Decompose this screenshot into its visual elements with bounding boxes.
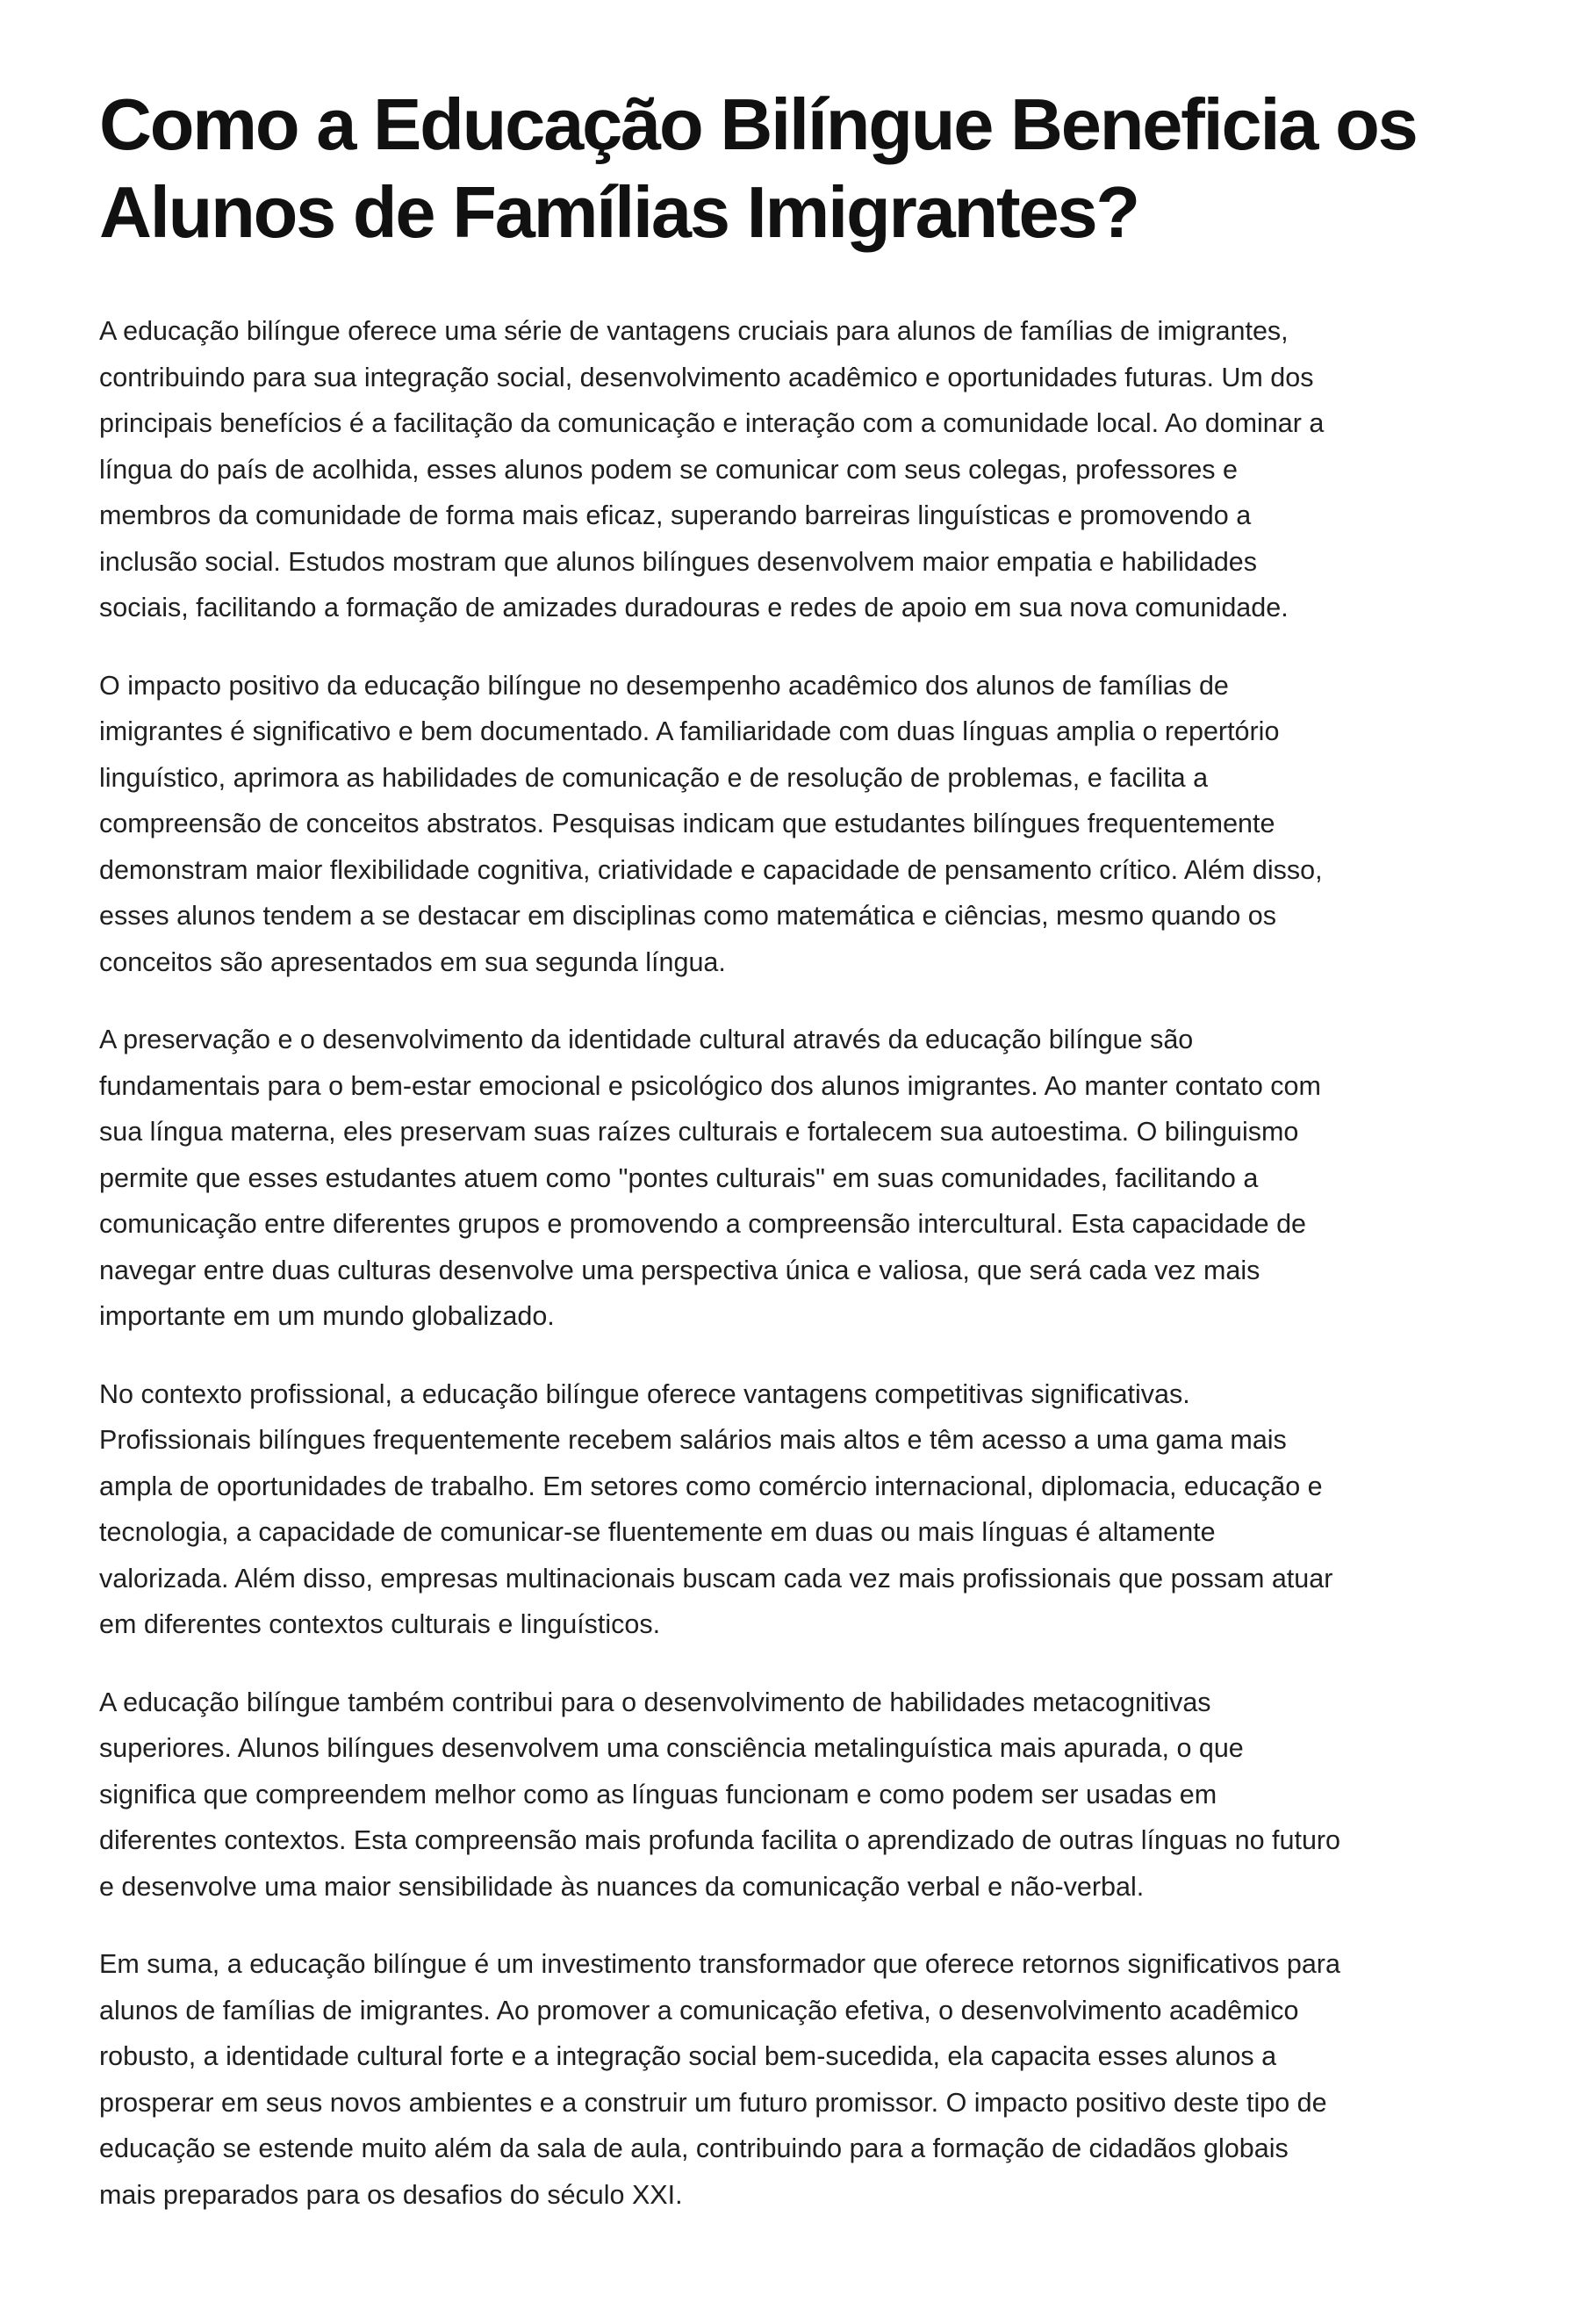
text-line: alunos de famílias de imigrantes. Ao promover a comunicação efetiva, o desenvolvimento acadêmico	[99, 1995, 1299, 2025]
text-line: educação se estende muito além da sala de aula, contribuindo para a formação de cidadãos globais	[99, 2133, 1289, 2163]
text-line: importante em um mundo globalizado.	[99, 1301, 555, 1331]
text-line: robusto, a identidade cultural forte e a integração social bem-sucedida, ela capacita esses alunos a	[99, 2041, 1277, 2071]
text-line: A educação bilíngue oferece uma série de vantagens cruciais para alunos de famílias de imigrantes,	[99, 316, 1289, 346]
article-body	[99, 308, 1469, 2218]
paragraph-professional-context	[99, 1371, 1469, 1648]
text-line: em diferentes contextos culturais e linguísticos.	[99, 1609, 661, 1639]
paragraph-social-integration	[99, 308, 1469, 631]
text-line: conceitos são apresentados em sua segunda língua.	[99, 946, 726, 977]
text-line: Profissionais bilíngues frequentemente recebem salários mais altos e têm acesso a uma gama mais	[99, 1425, 1287, 1455]
text-line: membros da comunidade de forma mais eficaz, superando barreiras linguísticas e promovendo a	[99, 500, 1252, 530]
paragraph-metacognitive-skills	[99, 1680, 1469, 1910]
text-line: Em suma, a educação bilíngue é um investimento transformador que oferece retornos significativos para	[99, 1949, 1340, 1979]
page-title	[99, 81, 1469, 256]
text-line: língua do país de acolhida, esses alunos podem se comunicar com seus colegas, professores e	[99, 454, 1238, 485]
text-line: O impacto positivo da educação bilíngue no desempenho acadêmico dos alunos de famílias de	[99, 670, 1229, 701]
title-line: Como a Educação Bilíngue Beneficia os	[99, 83, 1417, 165]
text-line: esses alunos tendem a se destacar em disciplinas como matemática e ciências, mesmo quando os	[99, 901, 1276, 931]
text-line: contribuindo para sua integração social, desenvolvimento acadêmico e oportunidades futuras. Um dos	[99, 362, 1314, 392]
title-line: Alunos de Famílias Imigrantes?	[99, 171, 1138, 253]
text-line: principais benefícios é a facilitação da comunicação e interação com a comunidade local. Ao dominar a	[99, 408, 1325, 438]
paragraph-academic-performance	[99, 663, 1469, 986]
text-line: sociais, facilitando a formação de amizades duradouras e redes de apoio em sua nova comunidade.	[99, 593, 1289, 622]
paragraph-cultural-identity	[99, 1017, 1469, 1340]
text-line: mais preparados para os desafios do século XXI.	[99, 2179, 683, 2210]
text-line: permite que esses estudantes atuem como "pontes culturais" em suas comunidades, facilitando a	[99, 1162, 1259, 1193]
text-line: valorizada. Além disso, empresas multinacionais buscam cada vez mais profissionais que possam atuar	[99, 1563, 1333, 1594]
text-line: demonstram maior flexibilidade cognitiva, criatividade e capacidade de pensamento crítico. Além disso,	[99, 854, 1323, 885]
text-line: navegar entre duas culturas desenvolve uma perspectiva única e valiosa, que será cada vez mais	[99, 1255, 1260, 1285]
text-line: e desenvolve uma maior sensibilidade às nuances da comunicação verbal e não-verbal.	[99, 1871, 1145, 1902]
text-line: fundamentais para o bem-estar emocional e psicológico dos alunos imigrantes. Ao manter contato com	[99, 1070, 1321, 1101]
text-line: comunicação entre diferentes grupos e promovendo a compreensão intercultural. Esta capacidade de	[99, 1209, 1307, 1239]
text-line: linguístico, aprimora as habilidades de comunicação e de resolução de problemas, e facilita a	[99, 762, 1209, 793]
paragraph-conclusion	[99, 1941, 1469, 2218]
text-line: significa que compreendem melhor como as línguas funcionam e como podem ser usadas em	[99, 1779, 1217, 1810]
text-line: imigrantes é significativo e bem documentado. A familiaridade com duas línguas amplia o repertório	[99, 716, 1280, 746]
text-line: diferentes contextos. Esta compreensão mais profunda facilita o aprendizado de outras línguas no futuro	[99, 1825, 1341, 1855]
text-line: A preservação e o desenvolvimento da identidade cultural através da educação bilíngue são	[99, 1025, 1194, 1054]
article	[99, 81, 1469, 2249]
text-line: A educação bilíngue também contribui para o desenvolvimento de habilidades metacognitivas	[99, 1687, 1211, 1717]
text-line: No contexto profissional, a educação bilíngue oferece vantagens competitivas significativas.	[99, 1378, 1190, 1409]
text-line: superiores. Alunos bilíngues desenvolvem uma consciência metalinguística mais apurada, o que	[99, 1733, 1244, 1763]
text-line: tecnologia, a capacidade de comunicar-se fluentemente em duas ou mais línguas é altamente	[99, 1517, 1216, 1547]
text-line: prosperar em seus novos ambientes e a construir um futuro promissor. O impacto positivo deste tipo de	[99, 2087, 1327, 2118]
text-line: compreensão de conceitos abstratos. Pesquisas indicam que estudantes bilíngues frequentemente	[99, 809, 1275, 838]
text-line: inclusão social. Estudos mostram que alunos bilíngues desenvolvem maior empatia e habilidades	[99, 546, 1258, 577]
text-line: sua língua materna, eles preservam suas raízes culturais e fortalecem sua autoestima. O bilinguismo	[99, 1117, 1299, 1147]
text-line: ampla de oportunidades de trabalho. Em setores como comércio internacional, diplomacia, educação e	[99, 1471, 1323, 1501]
